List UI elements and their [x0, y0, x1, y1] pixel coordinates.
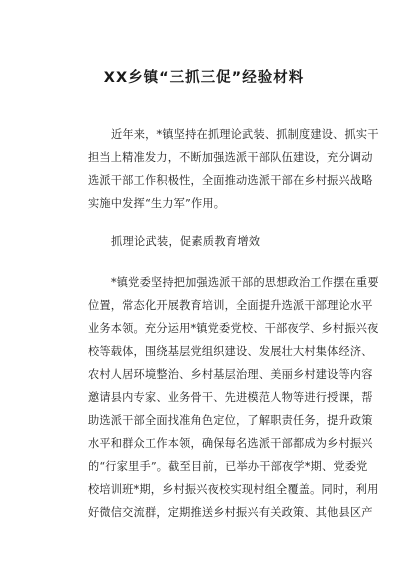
- paragraph-line: 业务本领。充分运用*镇党委党校、干部夜学、乡村振兴夜: [88, 322, 379, 335]
- paragraph-line: 好微信交流群，定期推送乡村振兴有关政策、其他县区产: [88, 506, 373, 519]
- paragraph-line: 校培训班*期，乡村振兴夜校实现村组全覆盖。同时，利用: [88, 483, 379, 496]
- paragraph-line: 位置，常态化开展教育培训，全面提升选派干部理论水平: [88, 299, 373, 312]
- paragraph-line: 助选派干部全面找准角色定位，了解职责任务，提升政策: [88, 414, 373, 427]
- paragraph-line: 校等载体，围绕基层党组织建设、发展壮大村集体经济、: [88, 345, 373, 358]
- paragraph-line: 实施中发挥“生力军”作用。: [88, 197, 226, 210]
- paragraph-line: 水平和群众工作本领，确保每名选派干部都成为乡村振兴: [88, 437, 373, 450]
- paragraph-line: 近年来，*镇坚持在抓理论武装、抓制度建设、抓实干: [111, 128, 379, 141]
- paragraph-line: 担当上精准发力，不断加强选派干部队伍建设，充分调动: [88, 151, 373, 164]
- document-title: XX乡镇“三抓三促”经验材料: [103, 70, 305, 86]
- paragraph-line: *镇党委坚持把加强选派干部的思想政治工作摆在重要: [111, 276, 379, 289]
- paragraph-line: 的“行家里手”。截至目前，已举办干部夜学*期、党委党: [88, 460, 368, 473]
- paragraph-line: 邀请县内专家、业务骨干、先进模范人物等进行授课，帮: [88, 391, 373, 404]
- paragraph-line: 农村人居环境整治、乡村基层治理、美丽乡村建设等内容: [88, 368, 373, 381]
- paragraph-line: 选派干部工作积极性，全面推动选派干部在乡村振兴战略: [88, 174, 373, 187]
- section-heading: 抓理论武装，促素质教育增效: [111, 235, 261, 248]
